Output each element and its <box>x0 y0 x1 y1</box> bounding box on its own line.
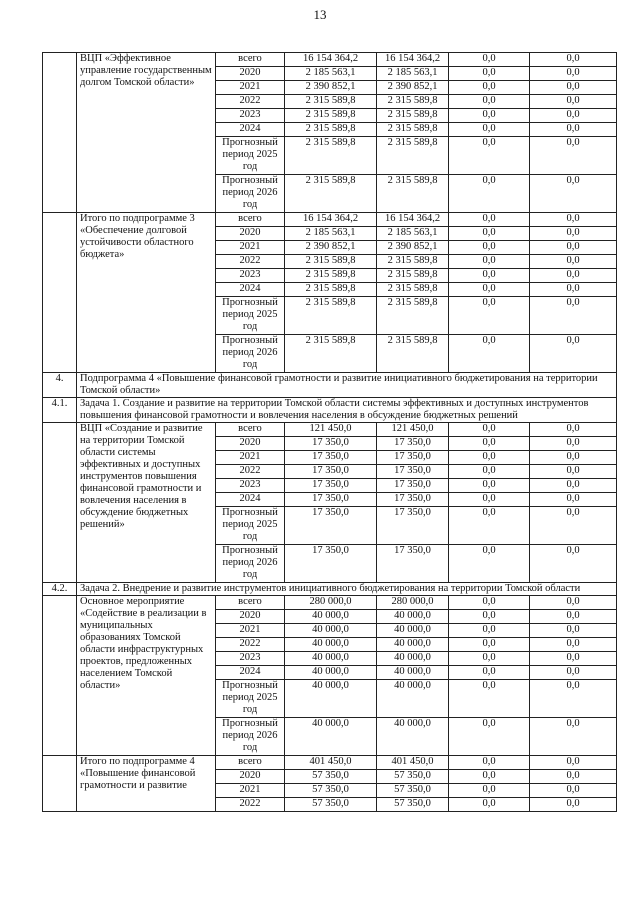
period-cell: 2021 <box>216 81 285 95</box>
period-cell: 2022 <box>216 465 285 479</box>
other-value: 0,0 <box>530 241 617 255</box>
other-value: 0,0 <box>530 297 617 335</box>
regional-value: 16 154 364,2 <box>377 213 449 227</box>
federal-value: 0,0 <box>449 718 530 756</box>
federal-value: 0,0 <box>449 67 530 81</box>
federal-value: 0,0 <box>449 227 530 241</box>
other-value: 0,0 <box>530 227 617 241</box>
total-value: 2 315 589,8 <box>285 297 377 335</box>
regional-value: 40 000,0 <box>377 610 449 624</box>
section-title: Задача 2. Внедрение и развитие инструментов инициативного бюджетирования на территории Томской области <box>77 583 617 596</box>
federal-value: 0,0 <box>449 596 530 610</box>
period-cell: 2023 <box>216 269 285 283</box>
total-value: 17 350,0 <box>285 451 377 465</box>
section-number: 4.1. <box>43 398 77 423</box>
other-value: 0,0 <box>530 451 617 465</box>
period-cell: 2022 <box>216 798 285 812</box>
federal-value: 0,0 <box>449 269 530 283</box>
section-number: 4. <box>43 373 77 398</box>
other-value: 0,0 <box>530 175 617 213</box>
federal-value: 0,0 <box>449 53 530 67</box>
federal-value: 0,0 <box>449 241 530 255</box>
total-value: 40 000,0 <box>285 638 377 652</box>
other-value: 0,0 <box>530 67 617 81</box>
regional-value: 2 390 852,1 <box>377 241 449 255</box>
regional-value: 2 315 589,8 <box>377 175 449 213</box>
row-number-cell <box>43 423 77 583</box>
total-value: 2 315 589,8 <box>285 137 377 175</box>
federal-value: 0,0 <box>449 283 530 297</box>
regional-value: 2 315 589,8 <box>377 109 449 123</box>
federal-value: 0,0 <box>449 545 530 583</box>
other-value: 0,0 <box>530 493 617 507</box>
period-cell: 2024 <box>216 666 285 680</box>
regional-value: 40 000,0 <box>377 624 449 638</box>
other-value: 0,0 <box>530 109 617 123</box>
federal-value: 0,0 <box>449 437 530 451</box>
period-cell: Прогнозный период 2025 год <box>216 137 285 175</box>
regional-value: 2 185 563,1 <box>377 227 449 241</box>
row-number-cell <box>43 596 77 756</box>
other-value: 0,0 <box>530 624 617 638</box>
period-cell: 2024 <box>216 283 285 297</box>
total-value: 16 154 364,2 <box>285 213 377 227</box>
federal-value: 0,0 <box>449 123 530 137</box>
period-cell: 2023 <box>216 652 285 666</box>
budget-table <box>42 52 617 812</box>
regional-value: 401 450,0 <box>377 756 449 770</box>
period-cell: Прогнозный период 2026 год <box>216 335 285 373</box>
total-value: 2 315 589,8 <box>285 95 377 109</box>
total-value: 2 185 563,1 <box>285 67 377 81</box>
regional-value: 280 000,0 <box>377 596 449 610</box>
federal-value: 0,0 <box>449 507 530 545</box>
regional-value: 17 350,0 <box>377 451 449 465</box>
total-value: 17 350,0 <box>285 437 377 451</box>
federal-value: 0,0 <box>449 680 530 718</box>
regional-value: 57 350,0 <box>377 770 449 784</box>
regional-value: 17 350,0 <box>377 507 449 545</box>
total-value: 40 000,0 <box>285 610 377 624</box>
total-value: 2 315 589,8 <box>285 283 377 297</box>
other-value: 0,0 <box>530 770 617 784</box>
table-row <box>43 423 617 437</box>
total-value: 121 450,0 <box>285 423 377 437</box>
program-name: ВЦП «Эффективное управление государственным долгом Томской области» <box>77 53 216 213</box>
regional-value: 121 450,0 <box>377 423 449 437</box>
page-number: 13 <box>313 7 327 22</box>
regional-value: 2 315 589,8 <box>377 335 449 373</box>
total-value: 2 390 852,1 <box>285 241 377 255</box>
federal-value: 0,0 <box>449 465 530 479</box>
total-value: 17 350,0 <box>285 479 377 493</box>
period-cell: Прогнозный период 2026 год <box>216 718 285 756</box>
other-value: 0,0 <box>530 465 617 479</box>
other-value: 0,0 <box>530 596 617 610</box>
other-value: 0,0 <box>530 610 617 624</box>
row-number-cell <box>43 213 77 373</box>
regional-value: 17 350,0 <box>377 493 449 507</box>
total-value: 2 185 563,1 <box>285 227 377 241</box>
federal-value: 0,0 <box>449 652 530 666</box>
regional-value: 2 315 589,8 <box>377 297 449 335</box>
regional-value: 40 000,0 <box>377 718 449 756</box>
federal-value: 0,0 <box>449 451 530 465</box>
other-value: 0,0 <box>530 798 617 812</box>
federal-value: 0,0 <box>449 666 530 680</box>
other-value: 0,0 <box>530 335 617 373</box>
federal-value: 0,0 <box>449 175 530 213</box>
total-value: 40 000,0 <box>285 718 377 756</box>
other-value: 0,0 <box>530 269 617 283</box>
regional-value: 40 000,0 <box>377 652 449 666</box>
total-value: 2 315 589,8 <box>285 175 377 213</box>
regional-value: 17 350,0 <box>377 545 449 583</box>
table-row <box>43 756 617 770</box>
total-value: 2 390 852,1 <box>285 81 377 95</box>
program-name: ВЦП «Создание и развитие на территории Томской области системы эффективных и доступных инструментов повышения финансовой грамотности и вовлечения населения в обсуждение бюджетных решений» <box>77 423 216 583</box>
period-cell: всего <box>216 53 285 67</box>
regional-value: 2 315 589,8 <box>377 95 449 109</box>
total-value: 40 000,0 <box>285 680 377 718</box>
federal-value: 0,0 <box>449 493 530 507</box>
total-value: 57 350,0 <box>285 770 377 784</box>
other-value: 0,0 <box>530 784 617 798</box>
other-value: 0,0 <box>530 652 617 666</box>
other-value: 0,0 <box>530 680 617 718</box>
section-title: Задача 1. Создание и развитие на территории Томской области системы эффективных и доступных инструментов повышения финансовой грамотности и вовлечения населения в обсуждение бюджетных решений <box>77 398 617 423</box>
other-value: 0,0 <box>530 756 617 770</box>
total-value: 16 154 364,2 <box>285 53 377 67</box>
period-cell: 2023 <box>216 109 285 123</box>
period-cell: 2021 <box>216 784 285 798</box>
regional-value: 57 350,0 <box>377 798 449 812</box>
regional-value: 40 000,0 <box>377 666 449 680</box>
total-value: 40 000,0 <box>285 624 377 638</box>
federal-value: 0,0 <box>449 798 530 812</box>
regional-value: 17 350,0 <box>377 465 449 479</box>
other-value: 0,0 <box>530 507 617 545</box>
period-cell: всего <box>216 756 285 770</box>
period-cell: всего <box>216 423 285 437</box>
other-value: 0,0 <box>530 638 617 652</box>
total-value: 17 350,0 <box>285 545 377 583</box>
federal-value: 0,0 <box>449 770 530 784</box>
other-value: 0,0 <box>530 479 617 493</box>
regional-value: 40 000,0 <box>377 680 449 718</box>
period-cell: 2024 <box>216 493 285 507</box>
period-cell: 2020 <box>216 437 285 451</box>
table-row <box>43 596 617 610</box>
federal-value: 0,0 <box>449 335 530 373</box>
total-value: 2 315 589,8 <box>285 335 377 373</box>
period-cell: Прогнозный период 2026 год <box>216 175 285 213</box>
federal-value: 0,0 <box>449 784 530 798</box>
federal-value: 0,0 <box>449 610 530 624</box>
federal-value: 0,0 <box>449 213 530 227</box>
total-value: 2 315 589,8 <box>285 123 377 137</box>
federal-value: 0,0 <box>449 638 530 652</box>
regional-value: 2 315 589,8 <box>377 123 449 137</box>
federal-value: 0,0 <box>449 756 530 770</box>
total-value: 57 350,0 <box>285 798 377 812</box>
federal-value: 0,0 <box>449 95 530 109</box>
section-row <box>43 583 617 596</box>
total-value: 280 000,0 <box>285 596 377 610</box>
total-value: 17 350,0 <box>285 465 377 479</box>
regional-value: 40 000,0 <box>377 638 449 652</box>
row-number-cell <box>43 53 77 213</box>
period-cell: Прогнозный период 2025 год <box>216 680 285 718</box>
section-row <box>43 373 617 398</box>
period-cell: 2021 <box>216 241 285 255</box>
table-row <box>43 53 617 67</box>
period-cell: 2024 <box>216 123 285 137</box>
period-cell: 2022 <box>216 95 285 109</box>
program-name: Итого по подпрограмме 4 «Повышение финансовой грамотности и развитие <box>77 756 216 812</box>
federal-value: 0,0 <box>449 137 530 175</box>
other-value: 0,0 <box>530 53 617 67</box>
total-value: 2 315 589,8 <box>285 269 377 283</box>
period-cell: всего <box>216 596 285 610</box>
period-cell: 2020 <box>216 67 285 81</box>
program-name: Основное мероприятие «Содействие в реализации в муниципальных образованиях Томской области инфраструктурных проектов, предложенных населением Томской области» <box>77 596 216 756</box>
total-value: 401 450,0 <box>285 756 377 770</box>
section-title: Подпрограмма 4 «Повышение финансовой грамотности и развитие инициативного бюджетирования на территории Томской области» <box>77 373 617 398</box>
other-value: 0,0 <box>530 666 617 680</box>
total-value: 17 350,0 <box>285 507 377 545</box>
period-cell: Прогнозный период 2025 год <box>216 297 285 335</box>
federal-value: 0,0 <box>449 255 530 269</box>
total-value: 2 315 589,8 <box>285 109 377 123</box>
other-value: 0,0 <box>530 213 617 227</box>
other-value: 0,0 <box>530 283 617 297</box>
other-value: 0,0 <box>530 545 617 583</box>
other-value: 0,0 <box>530 81 617 95</box>
regional-value: 2 315 589,8 <box>377 283 449 297</box>
regional-value: 17 350,0 <box>377 479 449 493</box>
period-cell: 2020 <box>216 610 285 624</box>
other-value: 0,0 <box>530 123 617 137</box>
period-cell: 2023 <box>216 479 285 493</box>
period-cell: всего <box>216 213 285 227</box>
program-name: Итого по подпрограмме 3 «Обеспечение долговой устойчивости областного бюджета» <box>77 213 216 373</box>
section-number: 4.2. <box>43 583 77 596</box>
federal-value: 0,0 <box>449 81 530 95</box>
other-value: 0,0 <box>530 437 617 451</box>
section-row <box>43 398 617 423</box>
other-value: 0,0 <box>530 255 617 269</box>
period-cell: Прогнозный период 2025 год <box>216 507 285 545</box>
regional-value: 2 185 563,1 <box>377 67 449 81</box>
table-row <box>43 213 617 227</box>
other-value: 0,0 <box>530 137 617 175</box>
other-value: 0,0 <box>530 423 617 437</box>
total-value: 40 000,0 <box>285 666 377 680</box>
federal-value: 0,0 <box>449 624 530 638</box>
regional-value: 2 315 589,8 <box>377 269 449 283</box>
regional-value: 57 350,0 <box>377 784 449 798</box>
total-value: 2 315 589,8 <box>285 255 377 269</box>
period-cell: 2020 <box>216 770 285 784</box>
total-value: 17 350,0 <box>285 493 377 507</box>
period-cell: 2022 <box>216 638 285 652</box>
regional-value: 2 315 589,8 <box>377 137 449 175</box>
other-value: 0,0 <box>530 718 617 756</box>
regional-value: 17 350,0 <box>377 437 449 451</box>
period-cell: Прогнозный период 2026 год <box>216 545 285 583</box>
total-value: 57 350,0 <box>285 784 377 798</box>
row-number-cell <box>43 756 77 812</box>
federal-value: 0,0 <box>449 297 530 335</box>
regional-value: 2 390 852,1 <box>377 81 449 95</box>
total-value: 40 000,0 <box>285 652 377 666</box>
period-cell: 2020 <box>216 227 285 241</box>
federal-value: 0,0 <box>449 479 530 493</box>
other-value: 0,0 <box>530 95 617 109</box>
regional-value: 2 315 589,8 <box>377 255 449 269</box>
regional-value: 16 154 364,2 <box>377 53 449 67</box>
period-cell: 2021 <box>216 451 285 465</box>
period-cell: 2021 <box>216 624 285 638</box>
federal-value: 0,0 <box>449 109 530 123</box>
period-cell: 2022 <box>216 255 285 269</box>
federal-value: 0,0 <box>449 423 530 437</box>
